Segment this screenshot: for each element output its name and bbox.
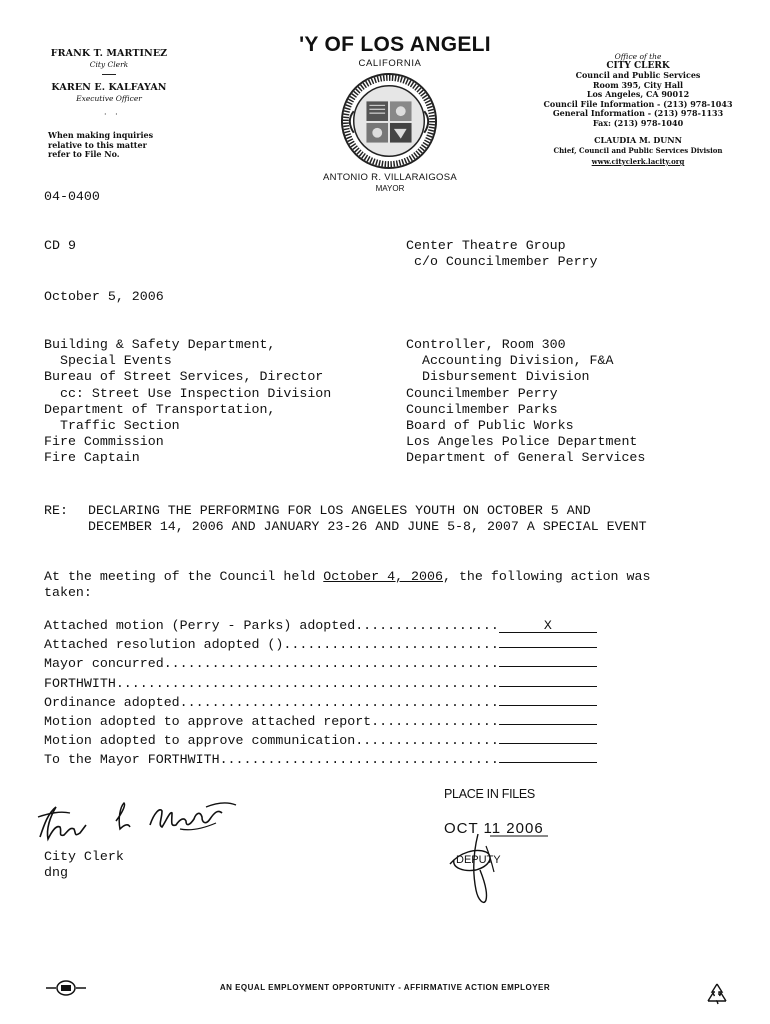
- executive-officer-title: Executive Officer: [76, 94, 142, 103]
- inquiry-note: When making inquiries relative to this matter refer to File No.: [48, 130, 154, 159]
- sender-line: c/o Councilmember Perry: [406, 254, 598, 270]
- stamp-date: OCT 11 2006: [444, 820, 544, 837]
- action-checkmark: [499, 749, 597, 763]
- state-label: CALIFORNIA: [358, 58, 422, 69]
- fax-number: Fax: (213) 978-1040: [592, 117, 684, 128]
- office-name: CITY CLERK: [606, 60, 670, 71]
- action-label: FORTHWITH: [44, 675, 116, 691]
- action-checkmark: [499, 692, 597, 706]
- action-row: [44, 634, 597, 653]
- recipient-line: Los Angeles Police Department: [406, 434, 638, 450]
- signer-title: City Clerk: [44, 849, 124, 864]
- action-row: [44, 653, 597, 672]
- recipient-line: Traffic Section: [44, 418, 180, 434]
- city-clerk-name: FRANK T. MARTINEZ: [50, 48, 168, 59]
- mayor-title: MAYOR: [375, 184, 405, 193]
- action-checkmark: [499, 653, 597, 667]
- action-label: Motion adopted to approve attached report: [44, 714, 372, 730]
- executive-officer-name: KAREN E. KALFAYAN: [51, 82, 167, 93]
- recipients-right: [406, 337, 645, 467]
- recycle-icon: [704, 981, 730, 1007]
- action-label: Attached motion (Perry - Parks) adopted: [44, 618, 356, 633]
- city-zip: Los Angeles, CA 90012: [586, 89, 690, 99]
- re-label: RE:: [44, 503, 68, 518]
- stamp-deputy: DEPUTY: [456, 854, 501, 866]
- recipients-left: [44, 337, 331, 467]
- action-checkmark: X: [499, 619, 597, 633]
- recipient-line: Special Events: [44, 353, 172, 369]
- recipient-line: Bureau of Street Services, Director: [44, 369, 324, 385]
- recipient-line: Controller, Room 300: [406, 337, 566, 352]
- recipient-line: Department of General Services: [406, 450, 646, 466]
- letterhead-left: [44, 48, 174, 103]
- mayor-name: ANTONIO R. VILLARAIGOSA: [323, 172, 457, 183]
- room-address: Room 395, City Hall: [592, 79, 684, 90]
- dot-leader: ..........................................: [163, 656, 499, 672]
- recipient-line: cc: Street Use Inspection Division: [44, 385, 332, 401]
- council-district: CD 9: [44, 238, 76, 253]
- letterhead-right: [538, 52, 738, 167]
- action-checkmark: [499, 730, 597, 744]
- recipient-line: Disbursement Division: [406, 369, 590, 385]
- dot-divider: · ·: [104, 110, 121, 119]
- city-title: 'Y OF LOS ANGELI: [299, 33, 491, 56]
- general-info: General Information - (213) 978-1133: [552, 108, 724, 118]
- recipient-line: Councilmember Parks: [406, 401, 558, 417]
- action-checkmark: [499, 673, 597, 687]
- file-number: 04-0400: [44, 189, 100, 204]
- dot-leader: ................: [371, 714, 499, 730]
- chief-title: Chief, Council and Public Services Division: [553, 145, 723, 155]
- action-label: Motion adopted to approve communication: [44, 733, 356, 749]
- website-link[interactable]: www.cityclerk.lacity.org: [591, 157, 685, 166]
- recipient-line: Building & Safety Department,: [44, 337, 276, 352]
- recipient-line: Board of Public Works: [406, 418, 574, 434]
- dot-leader: ........................................: [179, 694, 499, 710]
- signature-image: [30, 795, 250, 850]
- re-subject-line: DECEMBER 14, 2006 AND JANUARY 23-26 AND JUNE 5-8, 2007 A SPECIAL EVENT: [88, 519, 647, 535]
- sender-block: [406, 238, 598, 270]
- typist-initials: dng: [44, 865, 68, 880]
- footer-statement: AN EQUAL EMPLOYMENT OPPORTUNITY - AFFIRMATIVE ACTION EMPLOYER: [219, 983, 551, 992]
- divider: [102, 74, 116, 75]
- action-row: [44, 692, 597, 711]
- letter-date: October 5, 2006: [44, 289, 164, 304]
- action-label: Mayor concurred: [44, 656, 164, 672]
- meeting-statement: [44, 569, 650, 601]
- dot-leader: ................................................: [115, 675, 499, 691]
- action-row: [44, 711, 597, 730]
- recipient-line: Accounting Division, F&A: [406, 353, 614, 369]
- action-label: To the Mayor FORTHWITH: [44, 752, 220, 768]
- stamp-label: PLACE IN FILES: [444, 787, 535, 801]
- re-subject-line: DECLARING THE PERFORMING FOR LOS ANGELES YOUTH ON OCTOBER 5 AND: [88, 503, 591, 518]
- action-row: [44, 749, 597, 768]
- meeting-date: October 4, 2006: [323, 569, 443, 584]
- action-checkmark: [499, 634, 597, 648]
- office-of-label: Office of the: [614, 52, 662, 61]
- dot-leader: ...................................: [219, 752, 499, 768]
- council-file-info: Council File Information - (213) 978-1043: [543, 98, 733, 109]
- city-seal-icon: [340, 72, 438, 170]
- recipient-line: Fire Commission: [44, 434, 164, 450]
- city-clerk-title: City Clerk: [89, 60, 129, 69]
- stamp-signature-image: [430, 830, 560, 910]
- action-row: [44, 618, 597, 634]
- action-row: [44, 730, 597, 749]
- action-checkmark: [499, 711, 597, 725]
- division-name: Council and Public Services: [575, 70, 701, 80]
- recipient-line: Councilmember Perry: [406, 385, 558, 401]
- recipient-line: Fire Captain: [44, 450, 140, 466]
- action-list: [44, 618, 597, 769]
- re-subject: [88, 503, 647, 535]
- action-label: Attached resolution adopted (): [44, 637, 284, 653]
- action-label: Ordinance adopted: [44, 694, 180, 710]
- meeting-line: taken:: [44, 585, 92, 601]
- sender-line: Center Theatre Group: [406, 238, 566, 253]
- union-bug-icon: [44, 979, 88, 997]
- action-row: [44, 673, 597, 692]
- dot-leader: ..................: [355, 733, 499, 749]
- meeting-line: At the meeting of the Council held October 4, 2006, the following action was: [44, 569, 651, 584]
- dot-leader: ..................: [355, 618, 499, 633]
- chief-name: CLAUDIA M. DUNN: [594, 135, 682, 145]
- dot-leader: ...........................: [283, 637, 499, 653]
- recipient-line: Department of Transportation,: [44, 401, 276, 417]
